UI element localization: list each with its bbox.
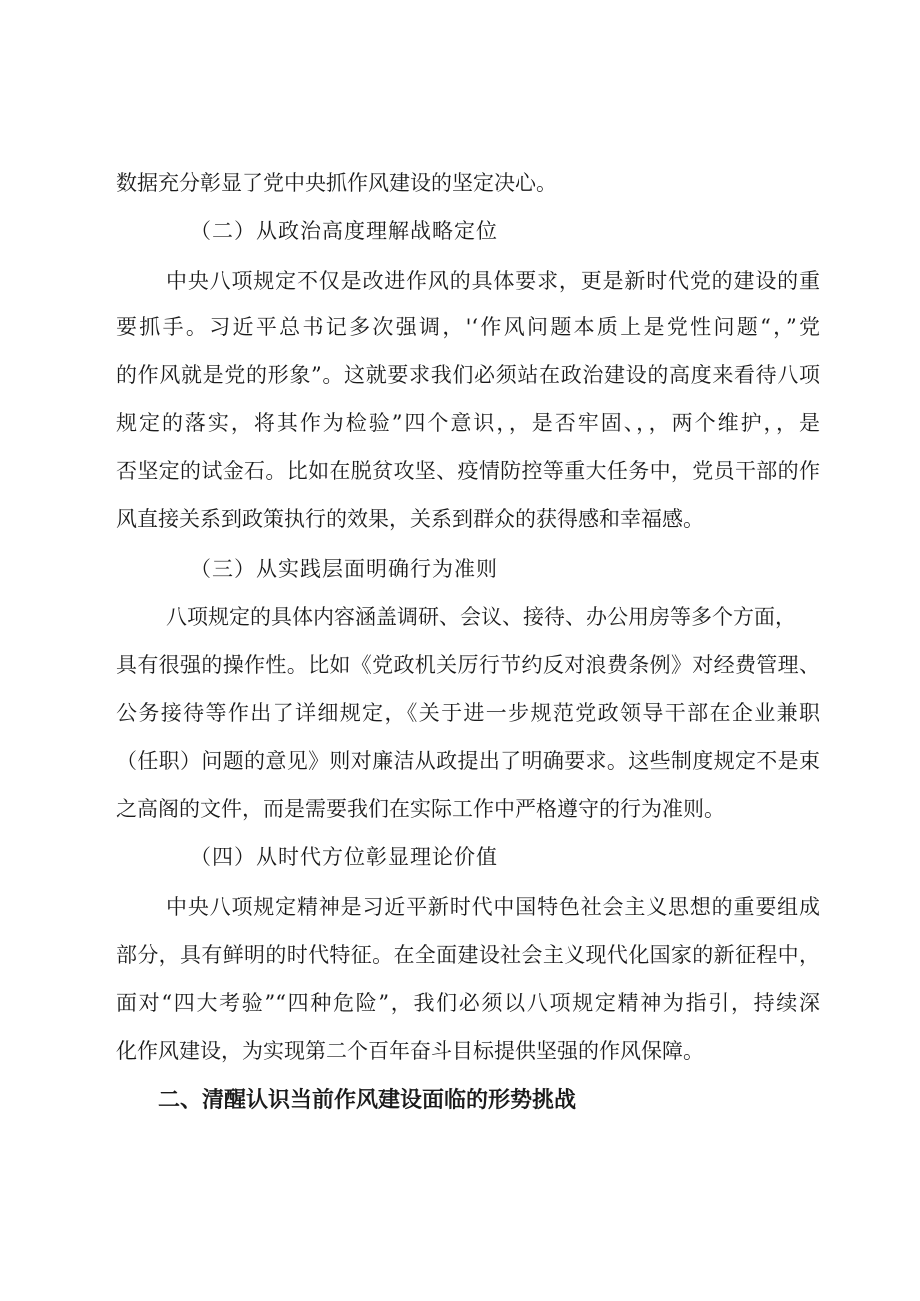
subheading-2: （二）从政治高度理解战略定位 bbox=[190, 219, 498, 243]
paragraph-line: 部分，具有鲜明的时代特征。在全面建设社会主义现代化国家的新征程中， bbox=[116, 943, 820, 967]
paragraph-line: 中央八项规定不仅是改进作风的具体要求，更是新时代党的建设的重 bbox=[166, 269, 820, 293]
paragraph-line: 具有很强的操作性。比如《党政机关厉行节约反对浪费条例》对经费管理、 bbox=[116, 653, 820, 677]
subheading-3: （三）从实践层面明确行为准则 bbox=[190, 557, 498, 581]
subheading-4: （四）从时代方位彰显理论价值 bbox=[190, 845, 498, 869]
paragraph-line: （任职）问题的意见》则对廉洁从政提出了明确要求。这些制度规定不是束 bbox=[116, 749, 820, 773]
paragraph-line: 面对“四大考验”“四种危险”，我们必须以八项规定精神为指引，持续深 bbox=[116, 991, 820, 1015]
paragraph-line: 规定的落实，将其作为检验”四个意识，，是否牢固、，，两个维护，，是 bbox=[116, 411, 820, 435]
paragraph-line: 风直接关系到政策执行的效果，关系到群众的获得感和幸福感。 bbox=[116, 507, 704, 531]
paragraph-line: 中央八项规定精神是习近平新时代中国特色社会主义思想的重要组成 bbox=[166, 895, 820, 919]
section-heading: 二、清醒认识当前作风建设面临的形势挑战 bbox=[158, 1088, 577, 1113]
paragraph-line: 八项规定的具体内容涵盖调研、会议、接待、办公用房等多个方面， bbox=[166, 605, 796, 629]
paragraph-line: 之高阁的文件，而是需要我们在实际工作中严格遵守的行为准则。 bbox=[116, 797, 725, 821]
paragraph-line: 的作风就是党的形象”。这就要求我们必须站在政治建设的高度来看待八项 bbox=[116, 363, 820, 387]
paragraph-line: 化作风建设，为实现第二个百年奋斗目标提供坚强的作风保障。 bbox=[116, 1039, 704, 1063]
paragraph-line: 要抓手。习近平总书记多次强调，'‘作风问题本质上是党性问题“，”党 bbox=[116, 315, 820, 339]
paragraph-line: 公务接待等作出了详细规定，《关于进一步规范党政领导干部在企业兼职 bbox=[116, 701, 820, 725]
paragraph-line: 否坚定的试金石。比如在脱贫攻坚、疫情防控等重大任务中，党员干部的作 bbox=[116, 459, 820, 483]
paragraph-line: 数据充分彰显了党中央抓作风建设的坚定决心。 bbox=[116, 171, 557, 195]
